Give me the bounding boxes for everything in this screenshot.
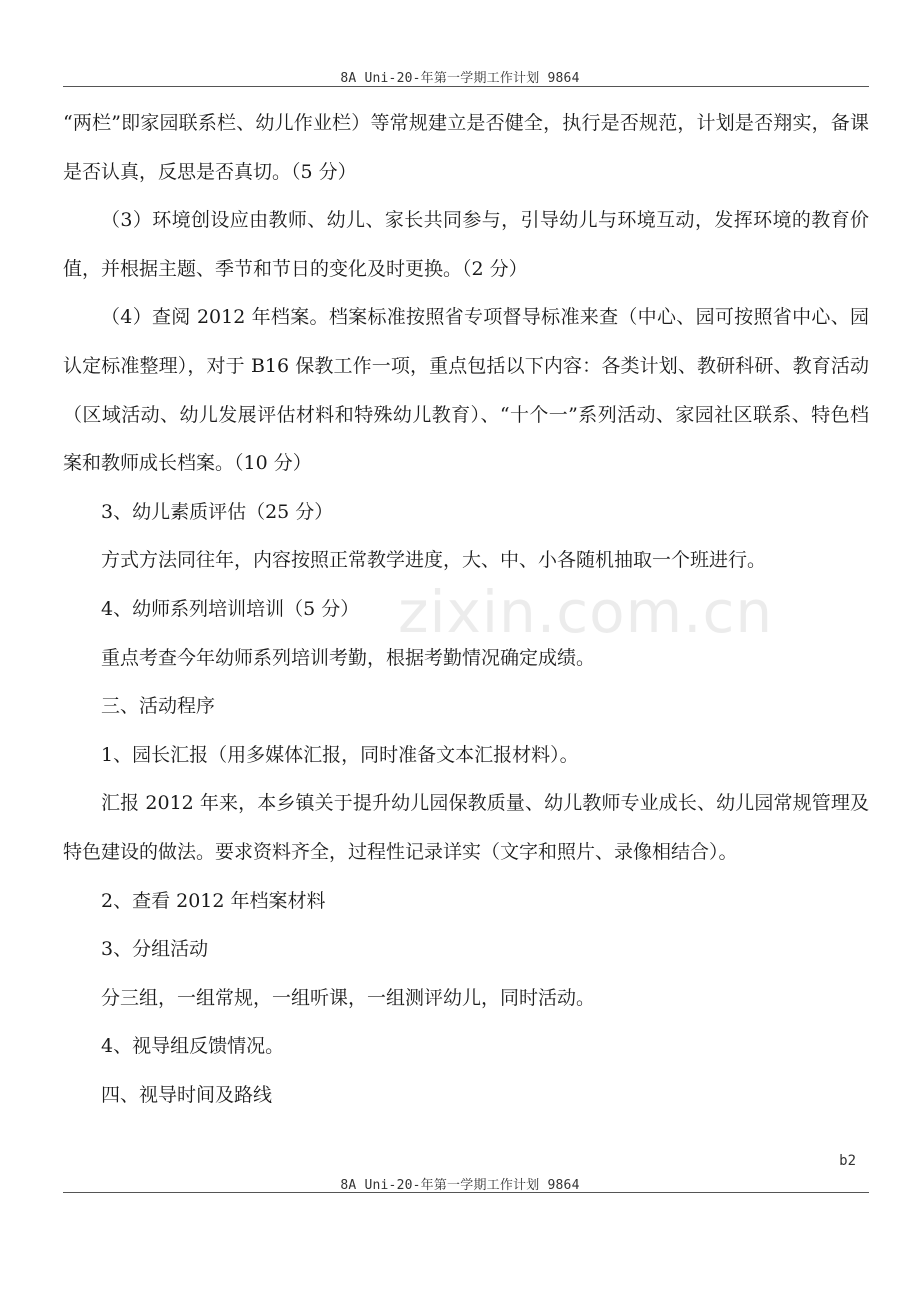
section-heading: 三、活动程序	[101, 695, 216, 718]
page-number: b2	[839, 1153, 856, 1169]
document-body	[63, 99, 869, 1119]
paragraph: 汇报 2012 年来，本乡镇关于提升幼儿园保教质量、幼儿教师专业成长、幼儿园常规管理及特色建设的做法。要求资料齐全，过程性记录详实（文字和照片、录像相结合）。	[63, 792, 869, 863]
section-heading: 3、分组活动	[101, 938, 209, 961]
paragraph: （3）环境创设应由教师、幼儿、家长共同参与，引导幼儿与环境互动，发挥环境的教育价值，并根据主题、季节和节日的变化及时更换。（2 分）	[63, 209, 869, 280]
paragraph: “两栏”即家园联系栏、幼儿作业栏）等常规建立是否健全，执行是否规范，计划是否翔实，备课是否认真，反思是否真切。（5 分）	[63, 112, 869, 183]
footer-divider	[63, 1192, 869, 1193]
page-header: 8A Uni-20-年第一学期工作计划 9864	[340, 71, 580, 86]
header-divider	[63, 86, 869, 87]
page-footer: 8A Uni-20-年第一学期工作计划 9864	[340, 1178, 580, 1193]
section-heading: 四、视导时间及路线	[101, 1083, 273, 1106]
section-heading: 3、幼儿素质评估（25 分）	[101, 500, 334, 523]
paragraph: 方式方法同往年，内容按照正常教学进度，大、中、小各随机抽取一个班进行。	[101, 549, 767, 572]
watermark: zixin.com.cn	[398, 578, 774, 646]
section-heading: 2、查看 2012 年档案材料	[101, 889, 326, 912]
section-heading: 4、视导组反馈情况。	[101, 1035, 285, 1058]
paragraph: 分三组，一组常规，一组听课，一组测评幼儿，同时活动。	[101, 986, 596, 1009]
section-heading: 1、园长汇报（用多媒体汇报，同时准备文本汇报材料）。	[101, 743, 579, 766]
section-heading: 4、幼师系列培训培训（5 分）	[101, 597, 360, 620]
paragraph: （4）查阅 2012 年档案。档案标准按照省专项督导标准来查（中心、园可按照省中心、园认定标准整理），对于 B16 保教工作一项，重点包括以下内容：各类计划、教研科研、教育活动（区域活动、幼儿发展评估材料和特殊幼儿教育）、“十个一”系列活动、家园社区联系、特色档案和教师成长档案。（10 分）	[63, 306, 869, 475]
paragraph: 重点考查今年幼师系列培训考勤，根据考勤情况确定成绩。	[101, 646, 596, 669]
